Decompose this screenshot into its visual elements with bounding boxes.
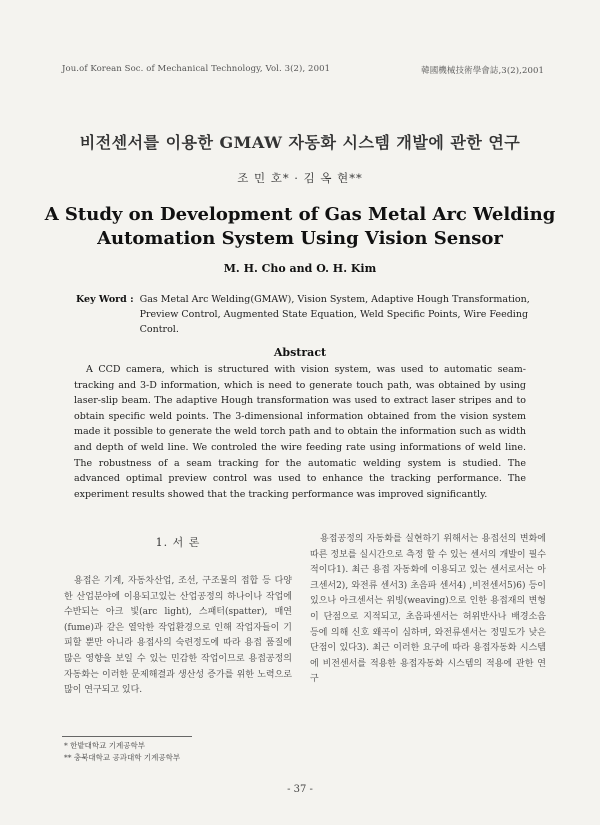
keywords-label: Key Word :	[76, 294, 134, 305]
keywords-block	[76, 292, 546, 337]
abstract-body: A CCD camera, which is structured with vision system, was used to automatic seam-tracking and 3-D information, which is need to generate touch path, was obtained by using laser-slip beam. The adaptive Hough transformation was used to extract laser stripes and to obtain specific weld points. The 3-dimensional information obtained from the vision system made it possible to generate the weld torch path and to obtain the information such as width and depth of weld line. We controled the wire feeding rate using informations of weld line. The robustness of a seam tracking for the automatic welding system is studied. The advanced optimal preview control was used to enhance the tracking performance. The experiment results showed that the tracking performance was improved significantly.	[74, 364, 526, 500]
footnote-divider	[62, 736, 192, 737]
body-right-column: 용접공정의 자동화를 실현하기 위해서는 용접선의 변화에 따른 정보를 실시간으로 측정 할 수 있는 센서의 개발이 필수 적이다1). 최근 용접 자동화에 이용되고 있는 센서로서는 아크센서2), 와전류 센서3) 초음파 센서4) ,비전센서5)6) 등이 있으나 아크센서는 위빙(weaving)으로 인한 용접재의 변형이 단점으로 지적되고, 초음파센서는 허위반사나 배경소음 등에 의해 신호 왜곡이 심하며, 와전류센서는 정밀도가 낮은 단점이 있다3). 최근 이러한 요구에 따라 용접자동화 시스템에 비전센서를 적용한 용접자동화 시스템의 적용에 관한 연구	[310, 534, 546, 685]
english-title: A Study on Development of Gas Metal Arc Welding Automation System Using Vision Sensor	[44, 204, 556, 249]
english-authors: M. H. Cho and O. H. Kim	[223, 262, 377, 275]
footnote-2: ** 충북대학교 공과대학 기계공학부	[64, 753, 181, 762]
running-header-left: Jou.of Korean Soc. of Mechanical Technology, Vol. 3(2), 2001	[62, 64, 331, 74]
abstract-heading: Abstract	[273, 346, 327, 359]
keywords-text: Gas Metal Arc Welding(GMAW), Vision System, Adaptive Hough Transformation, Preview Control, Augmented State Equation, Weld Specific Points, Wire Feeding Control.	[139, 294, 530, 335]
body-left-column: 용접은 기계, 자동차산업, 조선, 구조물의 접합 등 다양한 산업분야에 이용되고있는 산업공정의 하나이나 작업에 수반되는 아크 빛(arc light), 스패터(spatter), 매연(fume)과 같은 열악한 작업환경으로 인해 작업자들이 기피할 뿐만 아니라 용접사의 숙련정도에 따라 용접 품질에 많은 영향을 보일 수 있는 민감한 작업이므로 용접공정의 자동화는 이러한 문제해결과 생산성 증가를 위한 노력으로 많이 연구되고 있다.	[64, 576, 292, 696]
korean-authors: 조 민 호* · 김 옥 현**	[237, 171, 363, 185]
page-number: - 37 -	[287, 784, 313, 795]
footnote-1: * 한밭대학교 기계공학부	[64, 741, 145, 750]
running-header-right: 韓國機械技術學會誌,3(2),2001	[421, 66, 544, 76]
korean-title: 비전센서를 이용한 GMAW 자동화 시스템 개발에 관한 연구	[79, 133, 521, 152]
section-heading-introduction: 1. 서 론	[155, 536, 201, 549]
